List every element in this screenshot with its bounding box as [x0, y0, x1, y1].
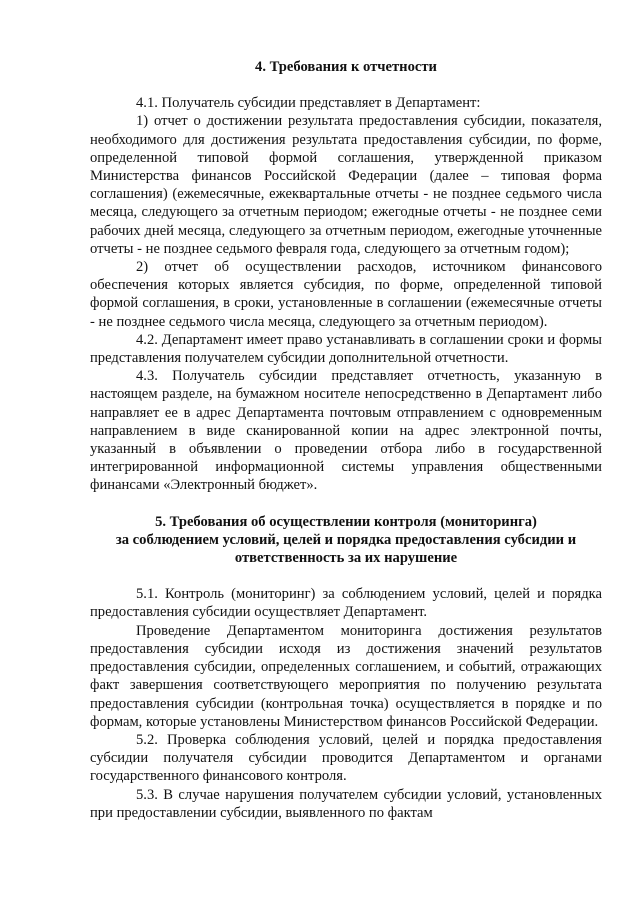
section-4-body [90, 94, 602, 494]
section-5-title-line-1: 5. Требования об осуществлении контроля (мониторинга) [155, 513, 537, 530]
paragraph-4-2: 4.2. Департамент имеет право устанавливать в соглашении сроки и формы представления получателем субсидии дополнительной отчетности. [90, 331, 602, 367]
section-5-title [90, 513, 602, 568]
paragraph-4-1: 4.1. Получатель субсидии представляет в Департамент: [136, 95, 481, 112]
section-5-title-line-3: ответственность за их нарушение [234, 550, 458, 567]
paragraph-4-3: 4.3. Получатель субсидии представляет отчетность, указанную в настоящем разделе, на бумажном носителе непосредственно в Департамент либо направляет ее в адрес Департамента почтовым отправлением с одновременным направлением в виде сканированной копии на адрес электронной почты, указанный в объявлении о проведении отбора либо в государственной интегрированной информационной системы управления общественными финансами «Электронный бюджет». [90, 368, 602, 494]
section-4-title: 4. Требования к отчетности [255, 59, 437, 75]
paragraph-5-3: 5.3. В случае нарушения получателем субсидии условий, установленных при предоставлении субсидии, выявленного по фактам [90, 786, 602, 821]
paragraph-5-1: 5.1. Контроль (мониторинг) за соблюдением условий, целей и порядка предоставления субсидии осуществляет Департамент. [90, 586, 602, 621]
paragraph-5-1-monitoring: Проведение Департаментом мониторинга достижения результатов предоставления субсидии исходя из достижения значений результатов предоставления субсидии, определенных соглашением, и событий, отражающих факт завершения соответствующего мероприятия по получению результата предоставления субсидии (контрольная точка) осуществляется в порядке и по формам, которые установлены Министерством финансов Российской Федерации. [90, 622, 602, 730]
paragraph-4-1-item-1: 1) отчет о достижении результата предоставления субсидии, показателя, необходимого для достижения результата предоставления субсидии, по форме, определенной типовой формой соглашения, утвержденной приказом Министерства финансов Российской Федерации (далее – типовая форма соглашения) (ежемесячные, ежеквартальные отчеты - не позднее седьмого числа месяца, следующего за отчетным периодом; ежегодные отчеты - не позднее семи рабочих дней месяца, следующего за отчетным периодом, ежегодные уточненные отчеты - не позднее седьмого февраля года, следующего за отчетным годом); [90, 113, 602, 257]
paragraph-4-1-item-2: 2) отчет об осуществлении расходов, источником финансового обеспечения которых является субсидия, по форме, определенной типовой формой соглашения, в сроки, установленные в соглашении (ежемесячные отчеты - не позднее седьмого числа месяца, следующего за отчетным периодом). [90, 259, 602, 330]
section-5-title-line-2: за соблюдением условий, целей и порядка предоставления субсидии и [115, 531, 577, 548]
document-body [90, 58, 602, 822]
paragraph-5-2: 5.2. Проверка соблюдения условий, целей и порядка предоставления субсидии получателя субсидии проводится Департаментом и органами государственного финансового контроля. [90, 731, 602, 785]
section-5-body [90, 585, 602, 822]
